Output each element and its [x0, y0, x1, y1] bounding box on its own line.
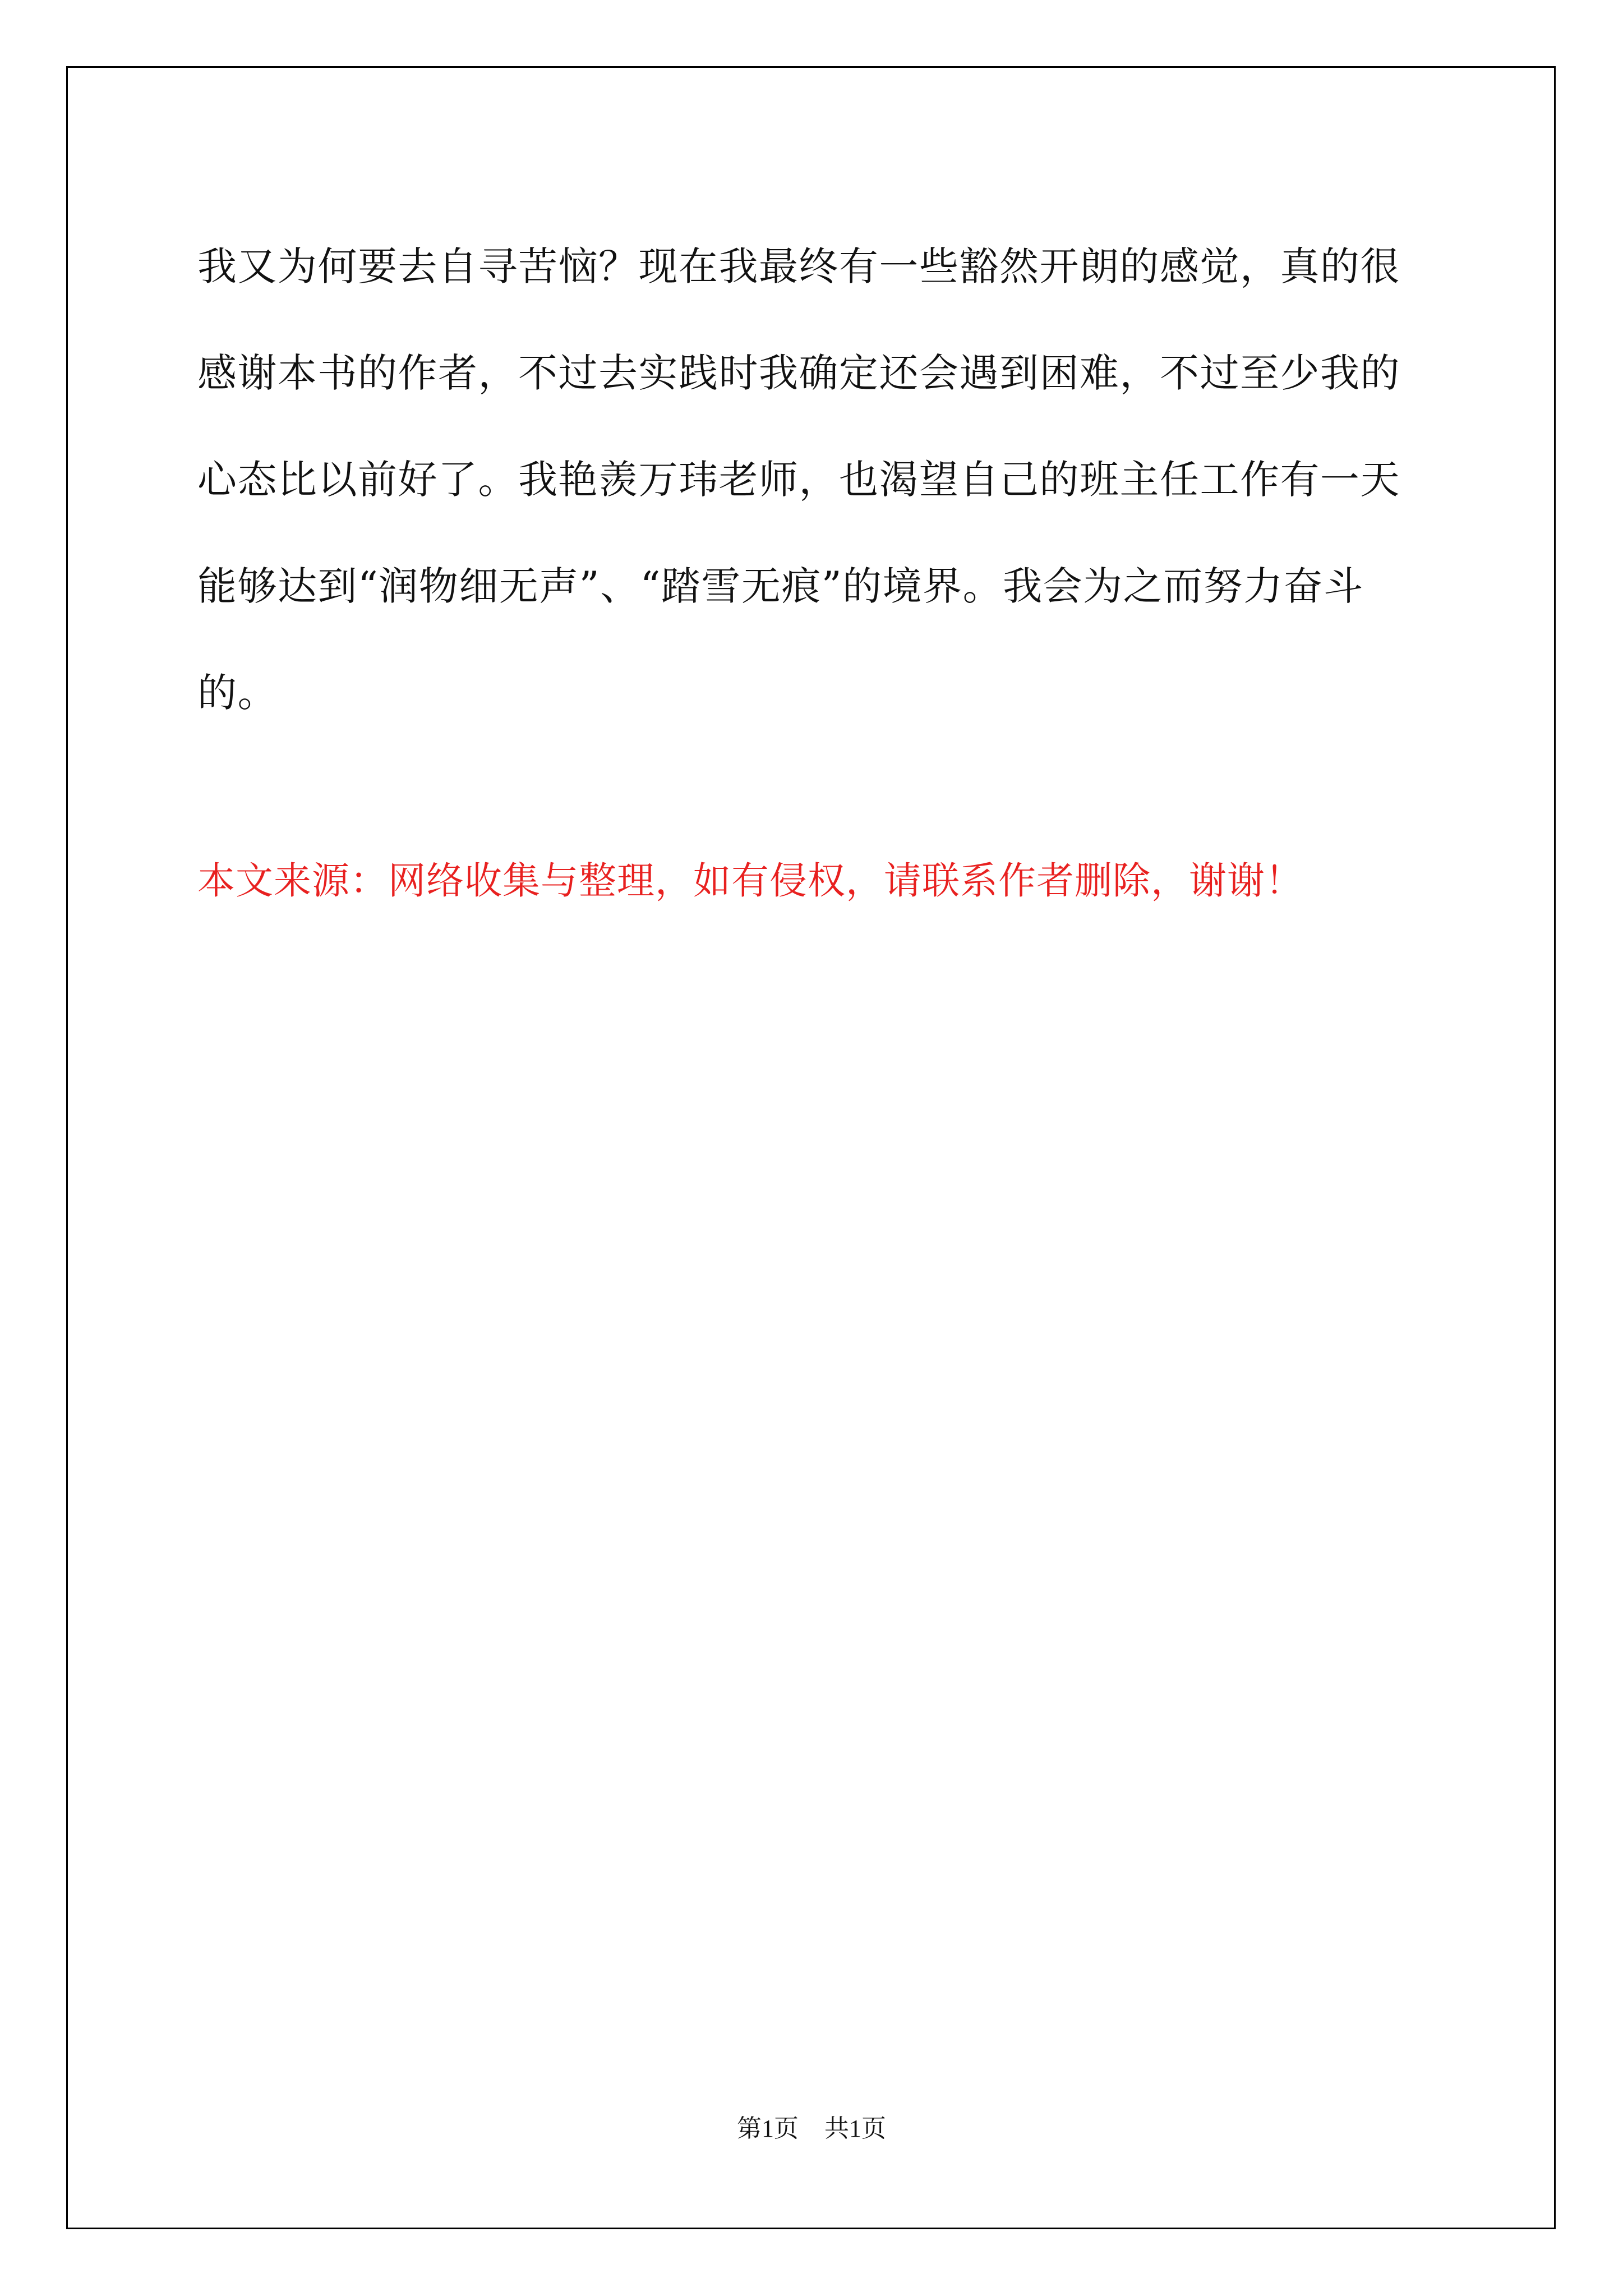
body-line-3: 心态比以前好了。我艳羡万玮老师，也渴望自己的班主任工作有一天	[197, 457, 1400, 503]
body-line-1: 我又为何要去自寻苦恼？现在我最终有一些豁然开朗的感觉，真的很	[197, 243, 1400, 289]
body-line-4: 能够达到“润物细无声”、“踏雪无痕”的境界。我会为之而努力奋斗	[197, 563, 1364, 609]
page-footer	[0, 2108, 1623, 2144]
body-line-5: 的。	[197, 670, 278, 716]
page-total: 共1页	[824, 2115, 886, 2142]
document-body	[197, 213, 1431, 746]
body-line-2: 感谢本书的作者，不过去实践时我确定还会遇到困难，不过至少我的	[197, 350, 1400, 396]
source-note: 本文来源：网络收集与整理，如有侵权，请联系作者删除，谢谢！	[197, 859, 1303, 903]
page-number: 第1页	[737, 2115, 799, 2142]
